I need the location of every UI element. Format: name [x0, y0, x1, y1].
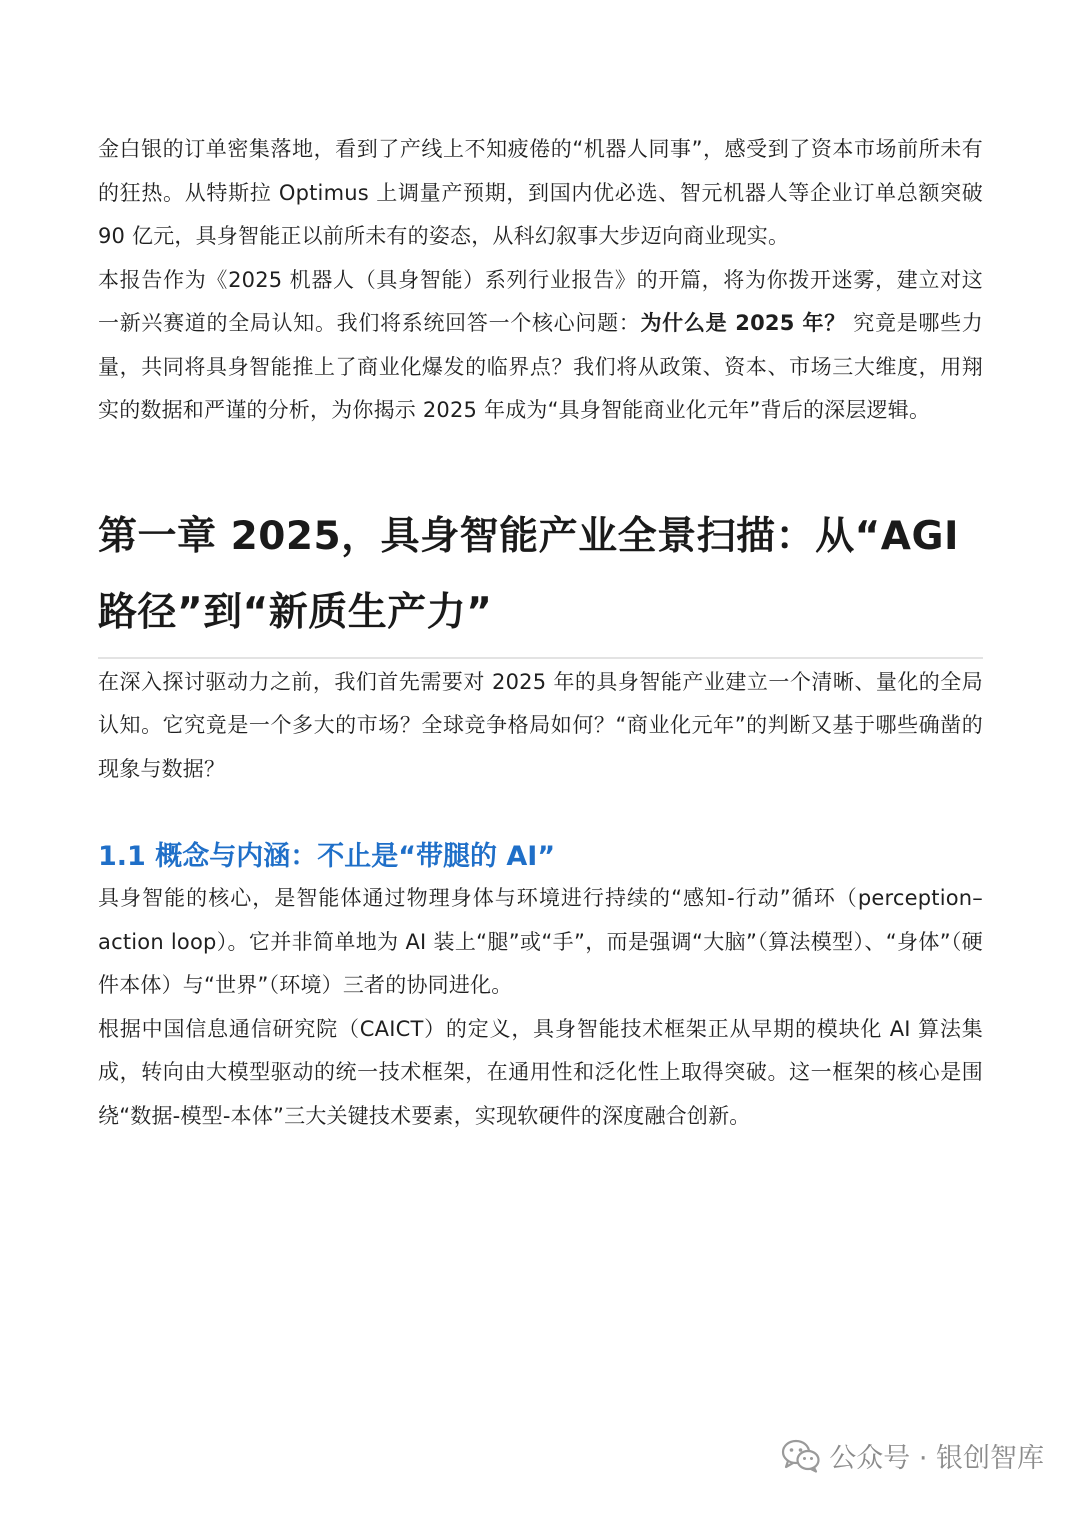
document-page [98, 128, 983, 1138]
intro-paragraph-2-end: 究竟是哪些力量，共同将具身智能推上了商业化爆发的临界点？我们将从政策、资本、市场三大维度，用翔实的数据和严谨的分析，为你揭示 2025 年成为“具身智能商业化元年”背后的深层逻辑。 [98, 311, 984, 422]
intro-paragraph-2-start: 本报告作为《2025 机器人（具身智能）系列行业报告》的开篇，将为你拨开迷雾，建立对这一新兴赛道的全局认知。我们将系统回答一个核心问题： [98, 267, 983, 335]
wechat-icon [781, 1439, 821, 1473]
section-paragraph-1: 具身智能的核心，是智能体通过物理身体与环境进行持续的“感知-行动”循环（perception–action loop）。它并非简单地为 AI 装上“腿”或“手”，而是强调“大脑”（算法模型）、“身体”（硬件本体）与“世界”（环境）三者的协同进化。 [98, 886, 983, 997]
intro-paragraph-1: 金白银的订单密集落地，看到了产线上不知疲倦的“机器人同事”，感受到了资本市场前所未有的狂热。从特斯拉 Optimus 上调量产预期，到国内优必选、智元机器人等企业订单总额突破 90 亿元，具身智能正以前所未有的姿态，从科幻叙事大步迈向商业现实。 [98, 137, 983, 248]
chapter-title: 第一章 2025，具身智能产业全景扫描：从“AGI 路径”到“新质生产力” [98, 499, 983, 659]
chapter-intro-paragraph: 在深入探讨驱动力之前，我们首先需要对 2025 年的具身智能产业建立一个清晰、量化的全局认知。它究竟是一个多大的市场？全球竞争格局如何？“商业化元年”的判断又基于哪些确凿的现象与数据？ [98, 669, 983, 781]
section-paragraph-2: 根据中国信息通信研究院（CAICT）的定义，具身智能技术框架正从早期的模块化 AI 算法集成，转向由大模型驱动的统一技术框架，在通用性和泛化性上取得突破。这一框架的核心是围绕“数据-模型-本体”三大关键技术要素，实现软硬件的深度融合创新。 [98, 1016, 983, 1128]
watermark [781, 1436, 1044, 1475]
intro-paragraph-2 [98, 259, 983, 433]
watermark-text: 公众号 · 银创智库 [829, 1443, 1044, 1474]
key-question: 为什么是 2025 年？ [640, 311, 846, 335]
section-title: 1.1 概念与内涵：不止是“带腿的 AI” [98, 841, 556, 872]
